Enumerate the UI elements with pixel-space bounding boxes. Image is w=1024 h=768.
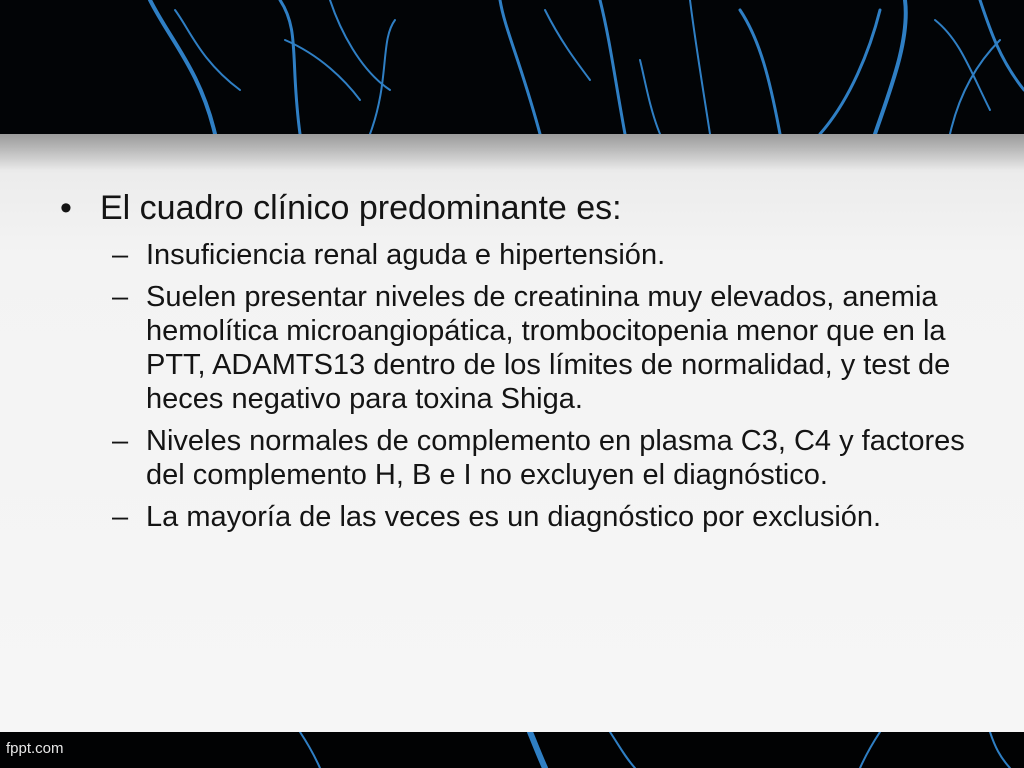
sub-bullet-marker: – — [112, 239, 129, 271]
sub-bullet-list — [112, 238, 972, 542]
bottom-banner — [0, 732, 1024, 768]
branch-pattern-bottom — [0, 732, 1024, 768]
sub-bullet-text: La mayoría de las veces es un diagnóstico por exclusión. — [146, 501, 882, 533]
footer-brand: fppt.com — [6, 740, 64, 757]
sub-bullet-item — [112, 500, 972, 534]
sub-bullet-marker: – — [112, 281, 129, 313]
main-bullet-text: El cuadro clínico predominante es: — [100, 189, 622, 227]
sub-bullet-item — [112, 238, 972, 272]
top-banner — [0, 0, 1024, 134]
sub-bullet-text: Suelen presentar niveles de creatinina muy elevados, anemia hemolítica microangiopática, trombocitopenia menor que en la PTT, ADAMTS13 dentro de los límites de normalidad, y test de heces negativo para toxina Shiga. — [146, 281, 951, 415]
slide-content — [0, 134, 1024, 732]
sub-bullet-text: Insuficiencia renal aguda e hipertensión. — [146, 239, 666, 271]
sub-bullet-text: Niveles normales de complemento en plasma C3, C4 y factores del complemento H, B e I no excluyen el diagnóstico. — [146, 425, 965, 491]
sub-bullet-item — [112, 424, 972, 492]
branch-pattern-top — [0, 0, 1024, 134]
sub-bullet-marker: – — [112, 501, 129, 533]
sub-bullet-item — [112, 280, 972, 416]
sub-bullet-marker: – — [112, 425, 129, 457]
main-bullet-marker: • — [60, 189, 72, 227]
content-panel — [0, 134, 1024, 732]
